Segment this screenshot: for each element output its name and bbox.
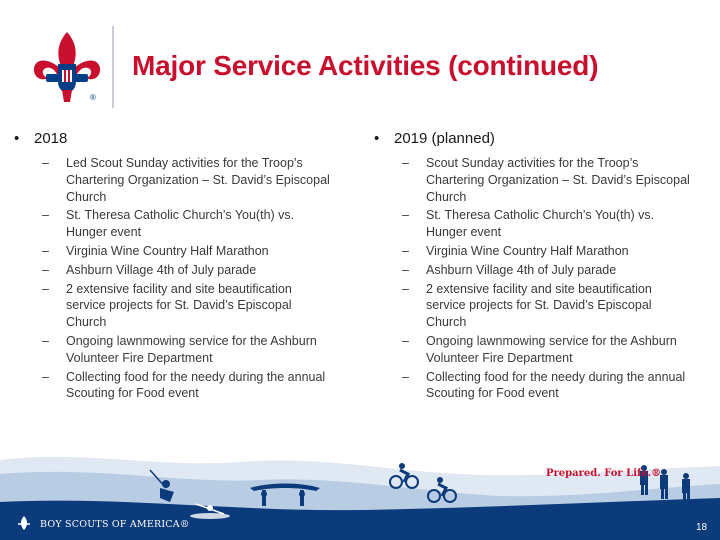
list-item: – Ashburn Village 4th of July parade: [42, 262, 257, 277]
bullet-icon: •: [374, 130, 380, 147]
list-item: – Ongoing lawnmowing service for the Ashburn Volunteer Fire Department: [42, 333, 317, 365]
column-2018: [12, 130, 332, 404]
bullet-icon: •: [14, 130, 20, 147]
list-item: – St. Theresa Catholic Church’s You(th) vs. Hunger event: [402, 208, 655, 240]
list-item: – 2 extensive facility and site beautification service projects for St. David’s Episcopal Church: [402, 281, 652, 330]
activity-list: [372, 155, 692, 402]
year-heading: 2018: [34, 130, 68, 147]
list-item: – Scout Sunday activities for the Troop’s Chartering Organization – St. David’s Episcopal Church: [402, 156, 690, 204]
list-item: – Led Scout Sunday activities for the Troop’s Chartering Organization – St. David’s Episcopal Church: [42, 156, 330, 204]
title-divider: [112, 26, 114, 108]
list-item: – St. Theresa Catholic Church’s You(th) vs. Hunger event: [42, 208, 295, 240]
svg-text:®: ®: [90, 93, 96, 102]
list-item: – Ongoing lawnmowing service for the Ashburn Volunteer Fire Department: [402, 333, 677, 365]
year-heading-row: [12, 130, 332, 147]
activity-list: [12, 155, 332, 402]
list-item: – Virginia Wine Country Half Marathon: [402, 243, 629, 258]
bsa-fleur-de-lis-logo-icon: [28, 28, 106, 108]
list-item: – Ashburn Village 4th of July parade: [402, 262, 617, 277]
tagline: Prepared. For Life.®: [546, 468, 662, 479]
column-2019: [372, 130, 692, 404]
slide-title: Major Service Activities (continued): [132, 50, 599, 81]
list-item: – Virginia Wine Country Half Marathon: [42, 243, 269, 258]
list-item: – 2 extensive facility and site beautification service projects for St. David’s Episcopal Church: [42, 281, 292, 330]
year-heading: 2019 (planned): [394, 130, 495, 147]
list-item: – Collecting food for the needy during the annual Scouting for Food event: [42, 369, 326, 401]
list-item: – Collecting food for the needy during the annual Scouting for Food event: [402, 369, 686, 401]
organization-name: BOY SCOUTS OF AMERICA®: [40, 519, 190, 530]
year-heading-row: [372, 130, 692, 147]
page-number: 18: [696, 522, 708, 533]
